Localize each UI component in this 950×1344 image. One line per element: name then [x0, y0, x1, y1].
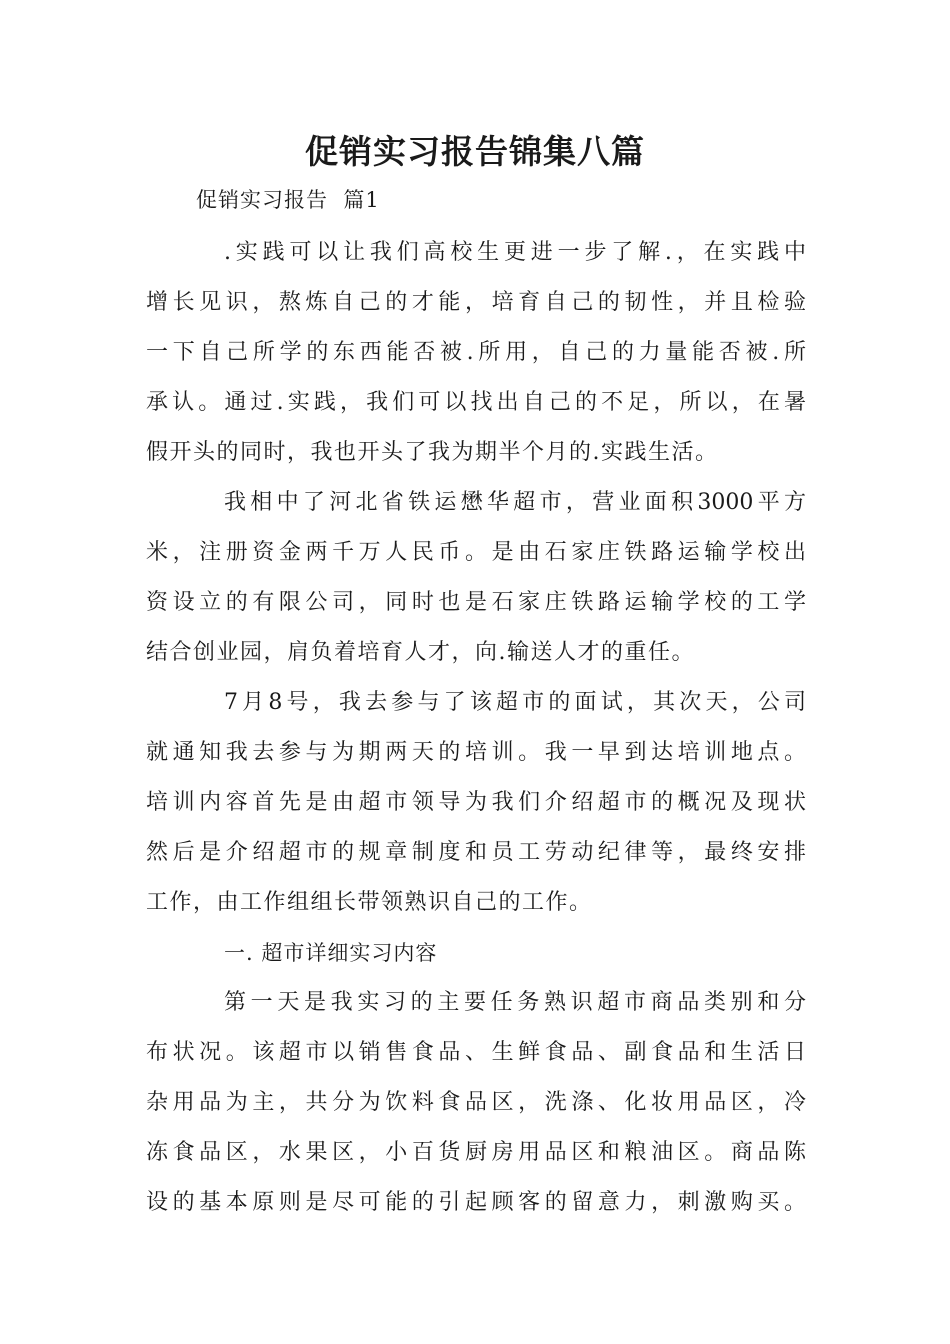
- body-text-line: 就通知我去参与为期两天的培训。我一早到达培训地点。: [146, 740, 806, 765]
- body-text-line: 资设立的有限公司，同时也是石家庄铁路运输学校的工学: [146, 590, 806, 615]
- document-title: 促销实习报告锦集八篇: [305, 132, 645, 171]
- body-text-line: 布状况。该超市以销售食品、生鲜食品、副食品和生活日: [146, 1040, 806, 1065]
- body-text-line: 我相中了河北省铁运懋华超市，营业面积3000平方: [224, 490, 806, 515]
- body-text-line: 杂用品为主，共分为饮料食品区，洗涤、化妆用品区，冷: [146, 1090, 806, 1115]
- body-text-line: 承认。通过.实践，我们可以找出自己的不足，所以，在暑: [146, 390, 806, 415]
- body-text-line: 米，注册资金两千万人民币。是由石家庄铁路运输学校出: [146, 540, 806, 565]
- body-text-line: 7月8号，我去参与了该超市的面试，其次天，公司: [224, 690, 806, 715]
- body-text-line: .实践可以让我们高校生更进一步了解.，在实践中: [224, 240, 806, 265]
- document-body: [146, 228, 806, 1228]
- body-text-line: 增长见识，熬炼自己的才能，培育自己的韧性，并且检验: [146, 290, 806, 315]
- section-subtitle: 促销实习报告 篇1: [196, 188, 380, 212]
- body-text-line: 然后是介绍超市的规章制度和员工劳动纪律等，最终安排: [146, 840, 806, 865]
- body-text-line: 结合创业园，肩负着培育人才，向.输送人才的重任。: [146, 640, 695, 665]
- section-heading: 一. 超市详细实习内容: [224, 941, 438, 965]
- body-text-line: 培训内容首先是由超市领导为我们介绍超市的概况及现状: [146, 790, 806, 815]
- body-text-line: 假开头的同时，我也开头了我为期半个月的.实践生活。: [146, 440, 719, 465]
- body-text-line: 工作，由工作组组长带领熟识自己的工作。: [146, 890, 593, 915]
- body-text-line: 冻食品区，水果区，小百货厨房用品区和粮油区。商品陈: [146, 1140, 806, 1165]
- body-text-line: 第一天是我实习的主要任务熟识超市商品类别和分: [224, 990, 806, 1015]
- body-text-line: 设的基本原则是尽可能的引起顾客的留意力，刺激购买。: [146, 1190, 806, 1215]
- body-text-line: 一下自己所学的东西能否被.所用，自己的力量能否被.所: [146, 340, 806, 365]
